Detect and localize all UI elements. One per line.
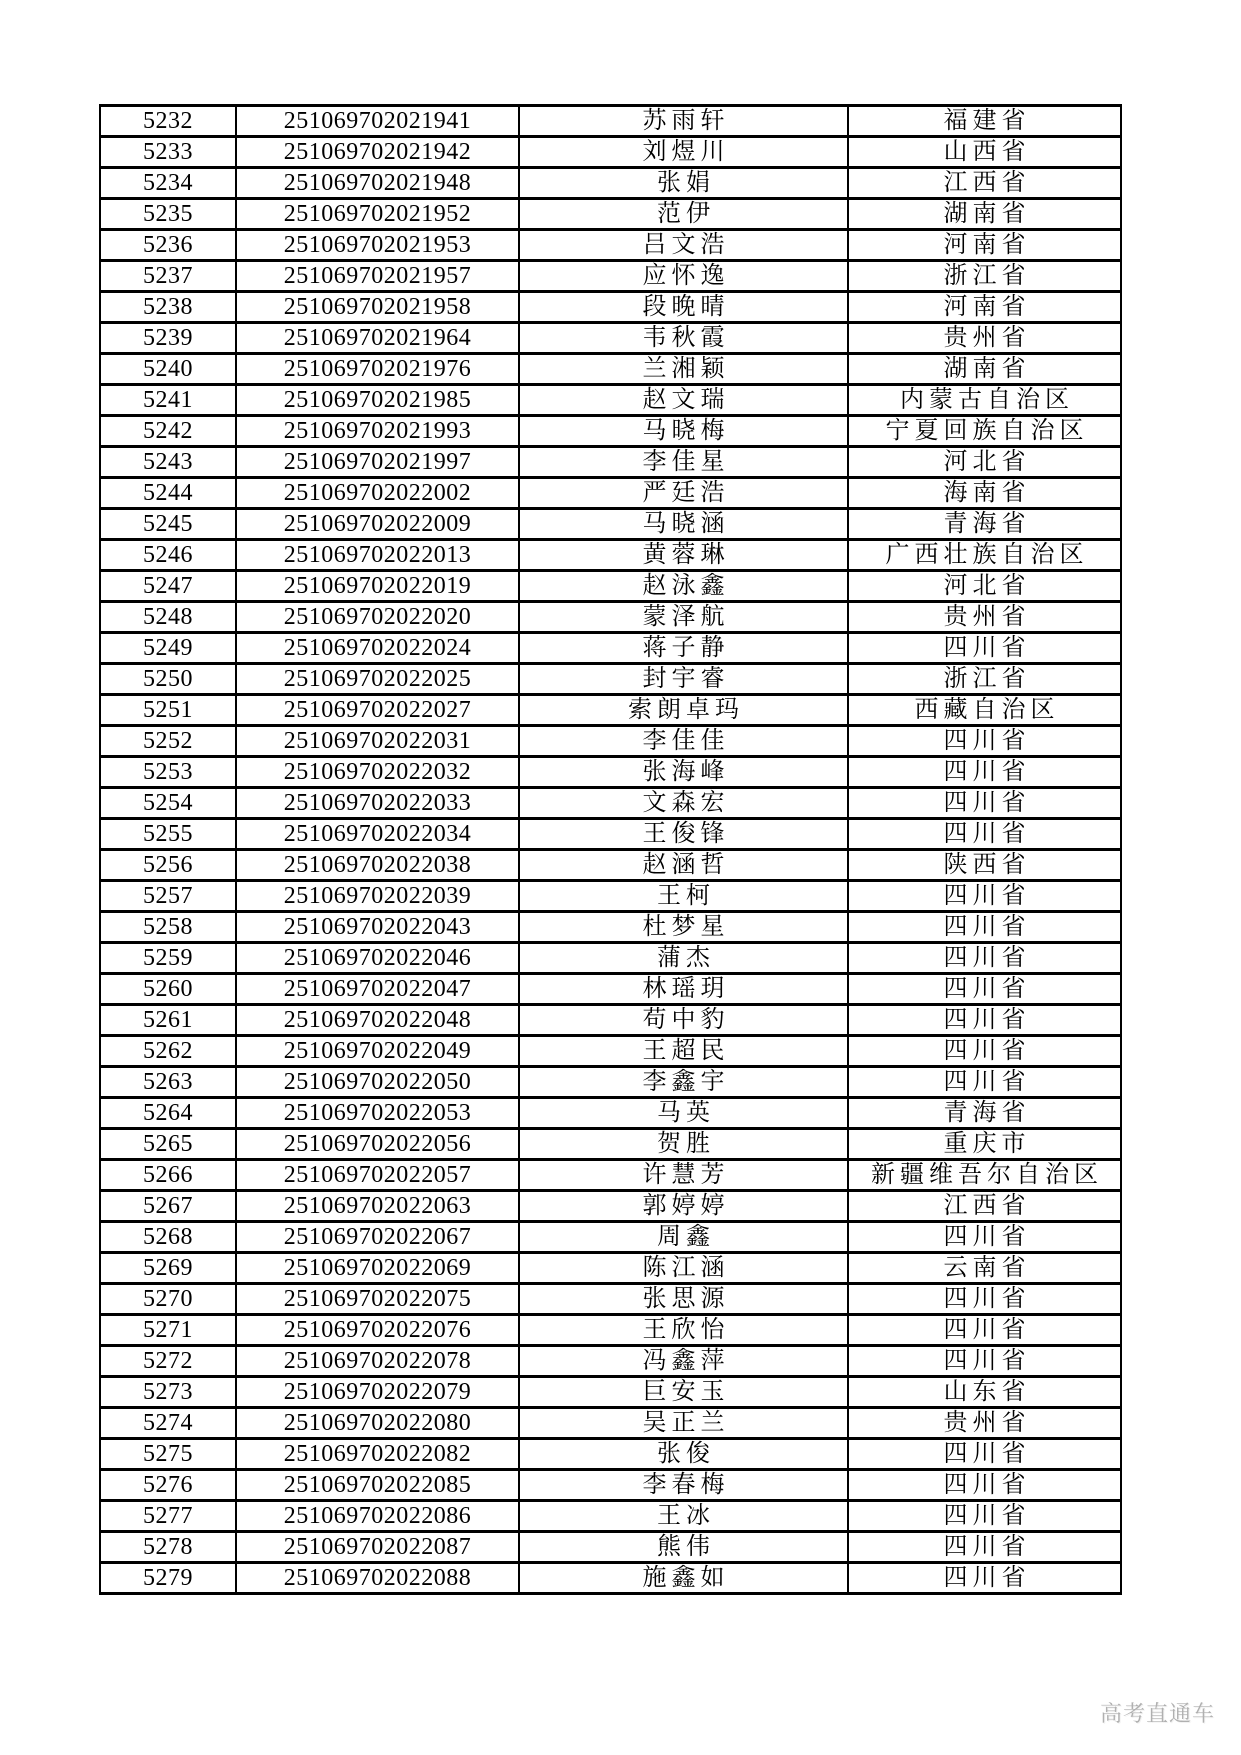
- table-row: [100, 416, 1121, 447]
- table-row: [100, 974, 1121, 1005]
- candidate-name-cell: 施鑫如: [519, 1563, 848, 1594]
- candidate-id-cell: 251069702022053: [236, 1098, 519, 1129]
- candidate-id-cell: 251069702022069: [236, 1253, 519, 1284]
- candidate-name-cell: 马英: [519, 1098, 848, 1129]
- candidate-id-cell: 251069702022047: [236, 974, 519, 1005]
- row-number-cell: 5261: [100, 1005, 236, 1036]
- row-number-cell: 5273: [100, 1377, 236, 1408]
- candidate-name-cell: 张海峰: [519, 757, 848, 788]
- candidate-name-cell: 刘煜川: [519, 137, 848, 168]
- province-cell: 山东省: [848, 1377, 1121, 1408]
- table-row: [100, 788, 1121, 819]
- province-cell: 四川省: [848, 633, 1121, 664]
- province-cell: 青海省: [848, 1098, 1121, 1129]
- candidate-name-cell: 李鑫宇: [519, 1067, 848, 1098]
- candidate-name-cell: 吴正兰: [519, 1408, 848, 1439]
- candidate-id-cell: 251069702022046: [236, 943, 519, 974]
- candidate-name-cell: 范伊: [519, 199, 848, 230]
- province-cell: 四川省: [848, 788, 1121, 819]
- row-number-cell: 5266: [100, 1160, 236, 1191]
- candidate-id-cell: 251069702022078: [236, 1346, 519, 1377]
- table-row: [100, 1222, 1121, 1253]
- table-row: [100, 1377, 1121, 1408]
- row-number-cell: 5271: [100, 1315, 236, 1346]
- candidate-name-cell: 王柯: [519, 881, 848, 912]
- candidate-name-cell: 蒲杰: [519, 943, 848, 974]
- table-row: [100, 385, 1121, 416]
- candidate-id-cell: 251069702022085: [236, 1470, 519, 1501]
- candidate-id-cell: 251069702022048: [236, 1005, 519, 1036]
- table-row: [100, 819, 1121, 850]
- table-row: [100, 1191, 1121, 1222]
- candidate-name-cell: 赵泳鑫: [519, 571, 848, 602]
- candidate-name-cell: 封宇睿: [519, 664, 848, 695]
- province-cell: 四川省: [848, 1346, 1121, 1377]
- province-cell: 四川省: [848, 912, 1121, 943]
- province-cell: 四川省: [848, 1439, 1121, 1470]
- candidate-id-cell: 251069702021952: [236, 199, 519, 230]
- candidate-id-cell: 251069702022079: [236, 1377, 519, 1408]
- candidate-name-cell: 王欣怡: [519, 1315, 848, 1346]
- province-cell: 四川省: [848, 943, 1121, 974]
- table-row: [100, 292, 1121, 323]
- candidate-id-cell: 251069702022080: [236, 1408, 519, 1439]
- row-number-cell: 5240: [100, 354, 236, 385]
- province-cell: 四川省: [848, 1315, 1121, 1346]
- row-number-cell: 5258: [100, 912, 236, 943]
- table-row: [100, 137, 1121, 168]
- province-cell: 湖南省: [848, 354, 1121, 385]
- row-number-cell: 5272: [100, 1346, 236, 1377]
- candidate-id-cell: 251069702022031: [236, 726, 519, 757]
- province-cell: 湖南省: [848, 199, 1121, 230]
- row-number-cell: 5235: [100, 199, 236, 230]
- table-row: [100, 633, 1121, 664]
- table-row: [100, 912, 1121, 943]
- province-cell: 重庆市: [848, 1129, 1121, 1160]
- watermark: 高考直通车: [1099, 1701, 1215, 1726]
- roster-table-body: [100, 106, 1121, 1594]
- province-cell: 四川省: [848, 1067, 1121, 1098]
- candidate-name-cell: 索朗卓玛: [519, 695, 848, 726]
- candidate-name-cell: 王超民: [519, 1036, 848, 1067]
- province-cell: 江西省: [848, 168, 1121, 199]
- candidate-name-cell: 苏雨轩: [519, 106, 848, 137]
- candidate-name-cell: 吕文浩: [519, 230, 848, 261]
- candidate-name-cell: 赵涵哲: [519, 850, 848, 881]
- table-row: [100, 571, 1121, 602]
- candidate-id-cell: 251069702022033: [236, 788, 519, 819]
- province-cell: 四川省: [848, 1222, 1121, 1253]
- row-number-cell: 5254: [100, 788, 236, 819]
- candidate-id-cell: 251069702022038: [236, 850, 519, 881]
- table-row: [100, 1532, 1121, 1563]
- row-number-cell: 5243: [100, 447, 236, 478]
- table-row: [100, 230, 1121, 261]
- table-row: [100, 447, 1121, 478]
- row-number-cell: 5253: [100, 757, 236, 788]
- candidate-name-cell: 赵文瑞: [519, 385, 848, 416]
- province-cell: 河北省: [848, 447, 1121, 478]
- table-row: [100, 1408, 1121, 1439]
- table-row: [100, 1501, 1121, 1532]
- row-number-cell: 5232: [100, 106, 236, 137]
- row-number-cell: 5269: [100, 1253, 236, 1284]
- candidate-id-cell: 251069702022049: [236, 1036, 519, 1067]
- candidate-name-cell: 巨安玉: [519, 1377, 848, 1408]
- candidate-id-cell: 251069702022043: [236, 912, 519, 943]
- province-cell: 四川省: [848, 757, 1121, 788]
- row-number-cell: 5275: [100, 1439, 236, 1470]
- row-number-cell: 5234: [100, 168, 236, 199]
- candidate-id-cell: 251069702021958: [236, 292, 519, 323]
- province-cell: 陕西省: [848, 850, 1121, 881]
- province-cell: 西藏自治区: [848, 695, 1121, 726]
- candidate-id-cell: 251069702021957: [236, 261, 519, 292]
- row-number-cell: 5270: [100, 1284, 236, 1315]
- table-row: [100, 850, 1121, 881]
- table-row: [100, 664, 1121, 695]
- province-cell: 内蒙古自治区: [848, 385, 1121, 416]
- table-row: [100, 1470, 1121, 1501]
- candidate-id-cell: 251069702021948: [236, 168, 519, 199]
- row-number-cell: 5268: [100, 1222, 236, 1253]
- province-cell: 山西省: [848, 137, 1121, 168]
- candidate-id-cell: 251069702022057: [236, 1160, 519, 1191]
- row-number-cell: 5260: [100, 974, 236, 1005]
- candidate-name-cell: 蒋子静: [519, 633, 848, 664]
- row-number-cell: 5247: [100, 571, 236, 602]
- row-number-cell: 5262: [100, 1036, 236, 1067]
- candidate-id-cell: 251069702022020: [236, 602, 519, 633]
- candidate-name-cell: 苟中豹: [519, 1005, 848, 1036]
- province-cell: 河北省: [848, 571, 1121, 602]
- province-cell: 四川省: [848, 1501, 1121, 1532]
- candidate-id-cell: 251069702022009: [236, 509, 519, 540]
- province-cell: 海南省: [848, 478, 1121, 509]
- candidate-id-cell: 251069702022088: [236, 1563, 519, 1594]
- candidate-name-cell: 马晓涵: [519, 509, 848, 540]
- table-row: [100, 199, 1121, 230]
- candidate-name-cell: 周鑫: [519, 1222, 848, 1253]
- province-cell: 四川省: [848, 974, 1121, 1005]
- table-row: [100, 1098, 1121, 1129]
- candidate-name-cell: 陈江涵: [519, 1253, 848, 1284]
- candidate-name-cell: 许慧芳: [519, 1160, 848, 1191]
- candidate-name-cell: 马晓梅: [519, 416, 848, 447]
- province-cell: 浙江省: [848, 664, 1121, 695]
- table-row: [100, 1563, 1121, 1594]
- table-row: [100, 726, 1121, 757]
- candidate-id-cell: 251069702021985: [236, 385, 519, 416]
- province-cell: 广西壮族自治区: [848, 540, 1121, 571]
- row-number-cell: 5263: [100, 1067, 236, 1098]
- row-number-cell: 5274: [100, 1408, 236, 1439]
- candidate-name-cell: 张娟: [519, 168, 848, 199]
- table-row: [100, 478, 1121, 509]
- province-cell: 四川省: [848, 1470, 1121, 1501]
- table-row: [100, 509, 1121, 540]
- province-cell: 四川省: [848, 1284, 1121, 1315]
- province-cell: 新疆维吾尔自治区: [848, 1160, 1121, 1191]
- table-row: [100, 943, 1121, 974]
- row-number-cell: 5242: [100, 416, 236, 447]
- province-cell: 贵州省: [848, 323, 1121, 354]
- row-number-cell: 5244: [100, 478, 236, 509]
- candidate-name-cell: 张思源: [519, 1284, 848, 1315]
- row-number-cell: 5237: [100, 261, 236, 292]
- candidate-name-cell: 贺胜: [519, 1129, 848, 1160]
- candidate-name-cell: 李佳星: [519, 447, 848, 478]
- candidate-id-cell: 251069702021976: [236, 354, 519, 385]
- table-row: [100, 695, 1121, 726]
- candidate-id-cell: 251069702022027: [236, 695, 519, 726]
- province-cell: 宁夏回族自治区: [848, 416, 1121, 447]
- row-number-cell: 5233: [100, 137, 236, 168]
- row-number-cell: 5239: [100, 323, 236, 354]
- row-number-cell: 5257: [100, 881, 236, 912]
- table-row: [100, 602, 1121, 633]
- candidate-name-cell: 熊伟: [519, 1532, 848, 1563]
- candidate-name-cell: 蒙泽航: [519, 602, 848, 633]
- province-cell: 四川省: [848, 1532, 1121, 1563]
- table-row: [100, 1160, 1121, 1191]
- candidate-id-cell: 251069702022056: [236, 1129, 519, 1160]
- row-number-cell: 5248: [100, 602, 236, 633]
- row-number-cell: 5249: [100, 633, 236, 664]
- candidate-id-cell: 251069702021993: [236, 416, 519, 447]
- candidate-name-cell: 冯鑫萍: [519, 1346, 848, 1377]
- candidate-id-cell: 251069702022086: [236, 1501, 519, 1532]
- table-row: [100, 1315, 1121, 1346]
- row-number-cell: 5238: [100, 292, 236, 323]
- row-number-cell: 5241: [100, 385, 236, 416]
- row-number-cell: 5259: [100, 943, 236, 974]
- candidate-id-cell: 251069702022076: [236, 1315, 519, 1346]
- candidate-id-cell: 251069702022087: [236, 1532, 519, 1563]
- candidate-name-cell: 黄蓉琳: [519, 540, 848, 571]
- province-cell: 云南省: [848, 1253, 1121, 1284]
- candidate-id-cell: 251069702022063: [236, 1191, 519, 1222]
- candidate-id-cell: 251069702022039: [236, 881, 519, 912]
- candidate-name-cell: 李佳佳: [519, 726, 848, 757]
- province-cell: 四川省: [848, 1005, 1121, 1036]
- table-row: [100, 261, 1121, 292]
- candidate-name-cell: 王俊锋: [519, 819, 848, 850]
- candidate-id-cell: 251069702021964: [236, 323, 519, 354]
- row-number-cell: 5264: [100, 1098, 236, 1129]
- candidate-id-cell: 251069702022032: [236, 757, 519, 788]
- table-row: [100, 540, 1121, 571]
- candidate-name-cell: 段晚晴: [519, 292, 848, 323]
- row-number-cell: 5267: [100, 1191, 236, 1222]
- table-row: [100, 1036, 1121, 1067]
- candidate-name-cell: 韦秋霞: [519, 323, 848, 354]
- candidate-name-cell: 应怀逸: [519, 261, 848, 292]
- candidate-name-cell: 文森宏: [519, 788, 848, 819]
- candidate-id-cell: 251069702022075: [236, 1284, 519, 1315]
- row-number-cell: 5278: [100, 1532, 236, 1563]
- table-row: [100, 1439, 1121, 1470]
- candidate-id-cell: 251069702021997: [236, 447, 519, 478]
- candidate-id-cell: 251069702021953: [236, 230, 519, 261]
- candidate-id-cell: 251069702022019: [236, 571, 519, 602]
- candidate-id-cell: 251069702022013: [236, 540, 519, 571]
- table-row: [100, 1253, 1121, 1284]
- row-number-cell: 5256: [100, 850, 236, 881]
- candidate-id-cell: 251069702021941: [236, 106, 519, 137]
- row-number-cell: 5251: [100, 695, 236, 726]
- table-row: [100, 1129, 1121, 1160]
- province-cell: 四川省: [848, 819, 1121, 850]
- province-cell: 四川省: [848, 726, 1121, 757]
- province-cell: 青海省: [848, 509, 1121, 540]
- province-cell: 四川省: [848, 881, 1121, 912]
- table-row: [100, 1284, 1121, 1315]
- candidate-id-cell: 251069702022002: [236, 478, 519, 509]
- row-number-cell: 5279: [100, 1563, 236, 1594]
- province-cell: 四川省: [848, 1036, 1121, 1067]
- candidate-name-cell: 张俊: [519, 1439, 848, 1470]
- table-row: [100, 1067, 1121, 1098]
- candidate-id-cell: 251069702022050: [236, 1067, 519, 1098]
- candidate-id-cell: 251069702021942: [236, 137, 519, 168]
- candidate-id-cell: 251069702022024: [236, 633, 519, 664]
- candidate-roster-table: [99, 104, 1122, 1595]
- table-row: [100, 1005, 1121, 1036]
- candidate-id-cell: 251069702022067: [236, 1222, 519, 1253]
- row-number-cell: 5252: [100, 726, 236, 757]
- row-number-cell: 5246: [100, 540, 236, 571]
- table-row: [100, 881, 1121, 912]
- province-cell: 浙江省: [848, 261, 1121, 292]
- candidate-name-cell: 李春梅: [519, 1470, 848, 1501]
- candidate-name-cell: 郭婷婷: [519, 1191, 848, 1222]
- table-row: [100, 354, 1121, 385]
- candidate-name-cell: 王冰: [519, 1501, 848, 1532]
- province-cell: 福建省: [848, 106, 1121, 137]
- row-number-cell: 5265: [100, 1129, 236, 1160]
- row-number-cell: 5277: [100, 1501, 236, 1532]
- table-row: [100, 168, 1121, 199]
- candidate-name-cell: 严廷浩: [519, 478, 848, 509]
- province-cell: 贵州省: [848, 1408, 1121, 1439]
- row-number-cell: 5236: [100, 230, 236, 261]
- row-number-cell: 5250: [100, 664, 236, 695]
- table-row: [100, 1346, 1121, 1377]
- candidate-name-cell: 兰湘颖: [519, 354, 848, 385]
- province-cell: 河南省: [848, 292, 1121, 323]
- province-cell: 四川省: [848, 1563, 1121, 1594]
- row-number-cell: 5276: [100, 1470, 236, 1501]
- table-row: [100, 106, 1121, 137]
- table-row: [100, 323, 1121, 354]
- candidate-name-cell: 林瑶玥: [519, 974, 848, 1005]
- province-cell: 江西省: [848, 1191, 1121, 1222]
- row-number-cell: 5255: [100, 819, 236, 850]
- table-row: [100, 757, 1121, 788]
- province-cell: 贵州省: [848, 602, 1121, 633]
- row-number-cell: 5245: [100, 509, 236, 540]
- candidate-name-cell: 杜梦星: [519, 912, 848, 943]
- candidate-id-cell: 251069702022025: [236, 664, 519, 695]
- candidate-id-cell: 251069702022034: [236, 819, 519, 850]
- province-cell: 河南省: [848, 230, 1121, 261]
- candidate-id-cell: 251069702022082: [236, 1439, 519, 1470]
